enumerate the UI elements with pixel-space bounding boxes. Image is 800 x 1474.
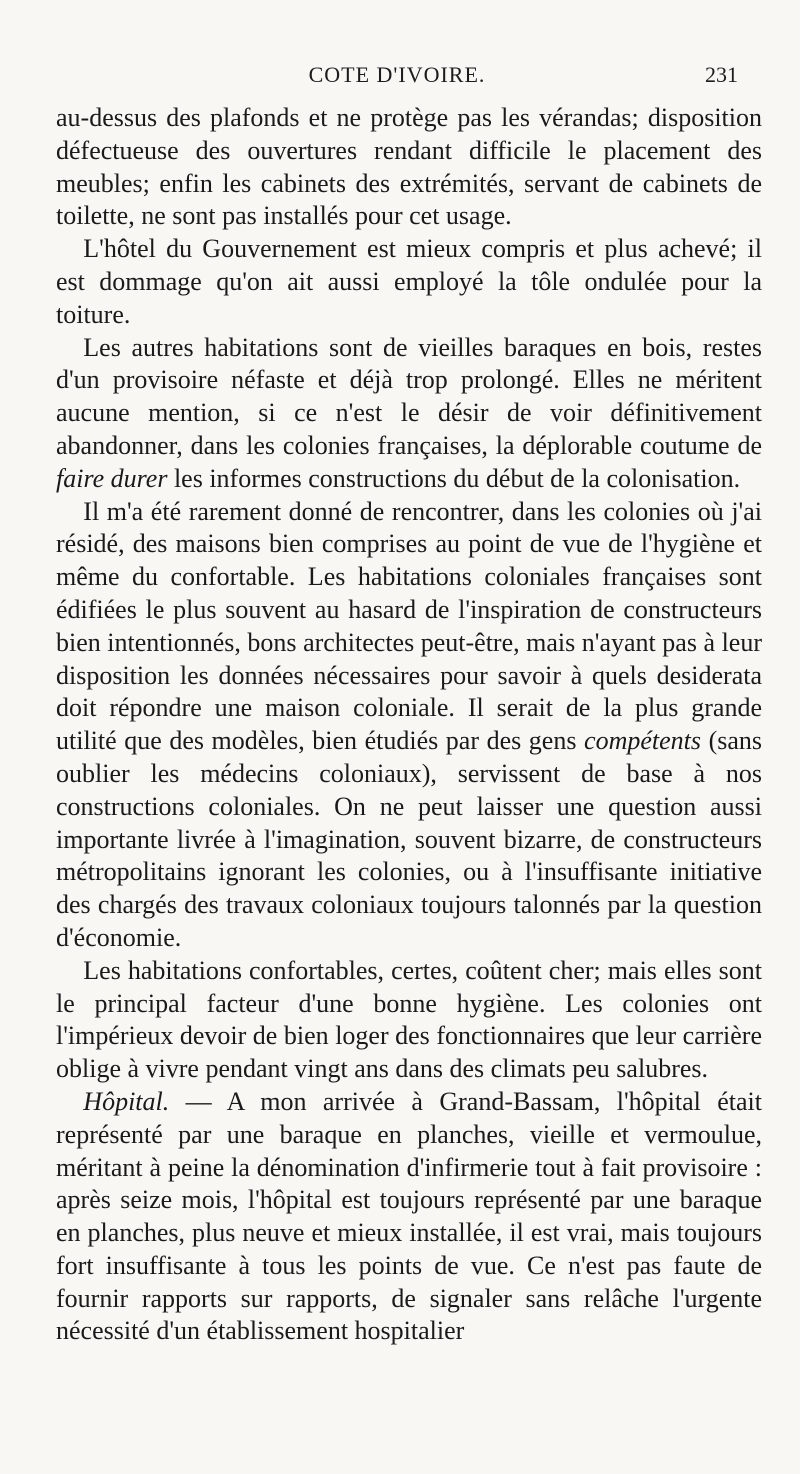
paragraph — [56, 233, 762, 331]
italic-phrase: faire durer — [56, 463, 168, 493]
text-run: Il m'a été rarement donné de rencontrer, dans les colonies où j'ai résidé, des maisons bien comprises au point de vue de l'hygiène et même du confortable. Les habitations coloniales françaises sont édifiées le plus souvent au hasard de l'inspiration de constructeurs bien intentionnés, bons architectes peut-être, mais n'ayant pas à leur disposition les données nécessaires pour savoir à quels desiderata doit répondre une maison coloniale. Il serait de la plus grande utilité que des modèles, bien étudiés par des gens — [56, 496, 762, 756]
text-run: — A mon arrivée à Grand-Bassam, l'hôpital était représenté par une baraque en planches, vieille et vermoulue, méritant à peine la dénomination d'infirmerie tout à fait provisoire : après seize mois, l'hôpital est toujours représenté par une baraque en planches, plus neuve et mieux installée, il est vrai, mais toujours fort insuffisante à tous les points de vue. Ce n'est pas faute de fournir rapports sur rapports, de signaler sans relâche l'urgente nécessité d'un établissement hospitalier — [56, 1086, 762, 1346]
paragraph — [56, 332, 762, 496]
italic-phrase: compétents — [584, 726, 701, 756]
page-number: 231 — [705, 62, 738, 87]
paragraph — [56, 1086, 762, 1348]
text-run: les informes constructions du début de la colonisation. — [167, 463, 741, 493]
text-run: (sans oublier les médecins coloniaux), servissent de base à nos constructions coloniales. On ne peut laisser une question aussi importante livrée à l'imagination, souvent bizarre, de constructeurs métropolitains ignorant les colonies, ou à l'insuffisante initiative des chargés des travaux coloniaux toujours talonnés par la question d'économie. — [56, 726, 763, 952]
text-run: L'hôtel du Gouvernement est mieux compris et plus achevé; il est dommage qu'on ait aussi employé la tôle ondulée pour la toiture. — [56, 234, 762, 329]
paragraph — [56, 102, 762, 233]
running-head: COTE D'IVOIRE. — [308, 62, 486, 87]
section-heading: Hôpital. — [83, 1086, 170, 1116]
text-run: Les habitations confortables, certes, coûtent cher; mais elles sont le principal facteur d'une bonne hygiène. Les colonies ont l'impérieux devoir de bien loger des fonctionnaires que leur carrière oblige à vivre pendant vingt ans dans des climats peu salubres. — [56, 955, 762, 1084]
text-run: au-dessus des plafonds et ne protège pas les vérandas; disposition défectueuse des ouvertures rendant difficile le placement des meubles; enfin les cabinets des extrémités, servant de cabinets de toilette, ne sont pas installés pour cet usage. — [56, 103, 762, 231]
page-header — [56, 58, 738, 98]
paragraph — [56, 496, 762, 955]
body-text — [56, 102, 762, 1348]
paragraph — [56, 955, 762, 1086]
text-run: Les autres habitations sont de vieilles baraques en bois, restes d'un provisoire néfaste et déjà trop prolongé. Elles ne méritent aucune mention, si ce n'est le désir de voir définitivement abandonner, dans les colonies françaises, la déplorable coutume de — [56, 332, 762, 460]
